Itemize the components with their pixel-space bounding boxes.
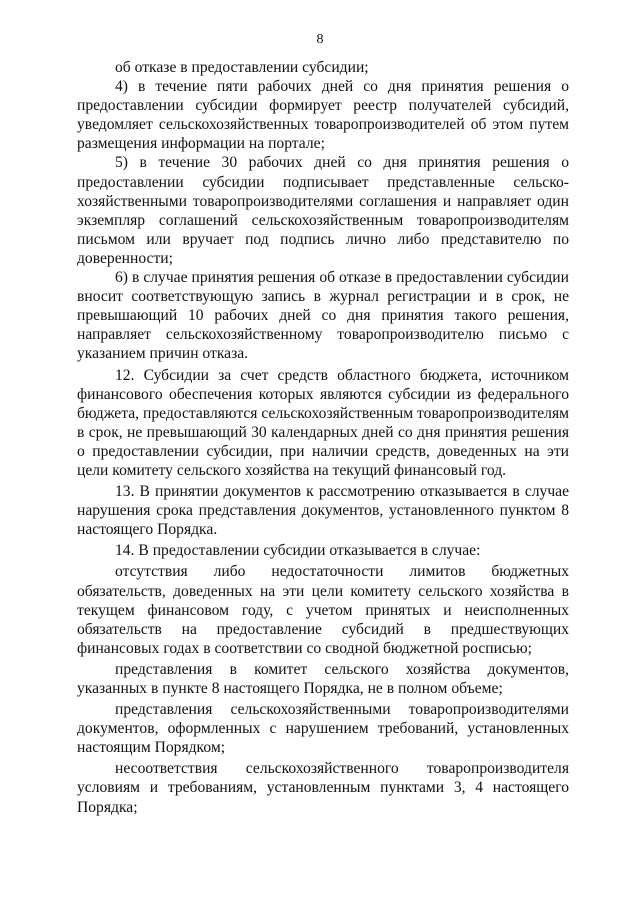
refusal-reason-limits: отсутствия либо недостаточности лимитов бюджетных обязательств, доведенных на эти цели комитету сельского хозяйства в текущем финансовом году, с учетом принятых и неисполненных обязательств на предоставление субсидий в предшествующих финансовых годах в соответствии со сводной бюджетной росписью; (77, 563, 569, 657)
paragraph-clause-13: 13. В принятии документов к рассмотрению отказывается в случае нарушения срока представления документов, установленного пунктом 8 настоящего Порядка. (77, 483, 569, 539)
paragraph-clause-14: 14. В предоставлении субсидии отказывается в случае: (115, 542, 481, 560)
paragraph-item-5: 5) в течение 30 рабочих дней со дня принятия решения о предоставлении субсидии подписывает представленные сельско-хозяйственными товаропроизводителями соглашения и направляет один экземпляр соглашений сельскохозяйственным товаропроизводителям письмом или вручает под подпись лично либо представителю по доверенности; (77, 154, 569, 267)
page-number: 8 (316, 32, 324, 47)
paragraph-item-4: 4) в течение пяти рабочих дней со дня принятия решения о предоставлении субсидии формирует реестр получателей субсидий, уведомляет сельскохозяйственных товаропроизводителей об этом путем размещения информации на портале; (77, 78, 569, 153)
refusal-reason-incomplete-documents: представления в комитет сельского хозяйства документов, указанных в пункте 8 настоящего Порядка, не в полном объеме; (77, 660, 569, 697)
refusal-reason-noncompliance: несоответствия сельскохозяйственного товаропроизводителя условиям и требованиям, установленным пунктами 3, 4 настоящего Порядка; (77, 760, 569, 816)
paragraph-clause-12: 12. Субсидии за счет средств областного бюджета, источником финансового обеспечения которых являются субсидии из федерального бюджета, предоставляются сельскохозяйственным товаропроизводителям в срок, не превышающий 30 календарных дней со дня принятия решения о предоставлении субсидии, при наличии средств, доведенных на эти цели комитету сельского хозяйства на текущий финансовый год. (77, 366, 569, 479)
refusal-reason-document-violations: представления сельскохозяйственными товаропроизводителями документов, оформленных с нарушением требований, установленных настоящим Порядком; (77, 701, 569, 757)
paragraph-item-6: 6) в случае принятия решения об отказе в предоставлении субсидии вносит соответствующую запись в журнал регистрации и в срок, не превышающий 10 рабочих дней со дня принятия такого решения, направляет сельскохозяйственному товаропроизводителю письмо с указанием причин отказа. (77, 269, 569, 363)
document-body (77, 58, 569, 817)
paragraph-continuation: об отказе в предоставлении субсидии; (115, 59, 369, 76)
